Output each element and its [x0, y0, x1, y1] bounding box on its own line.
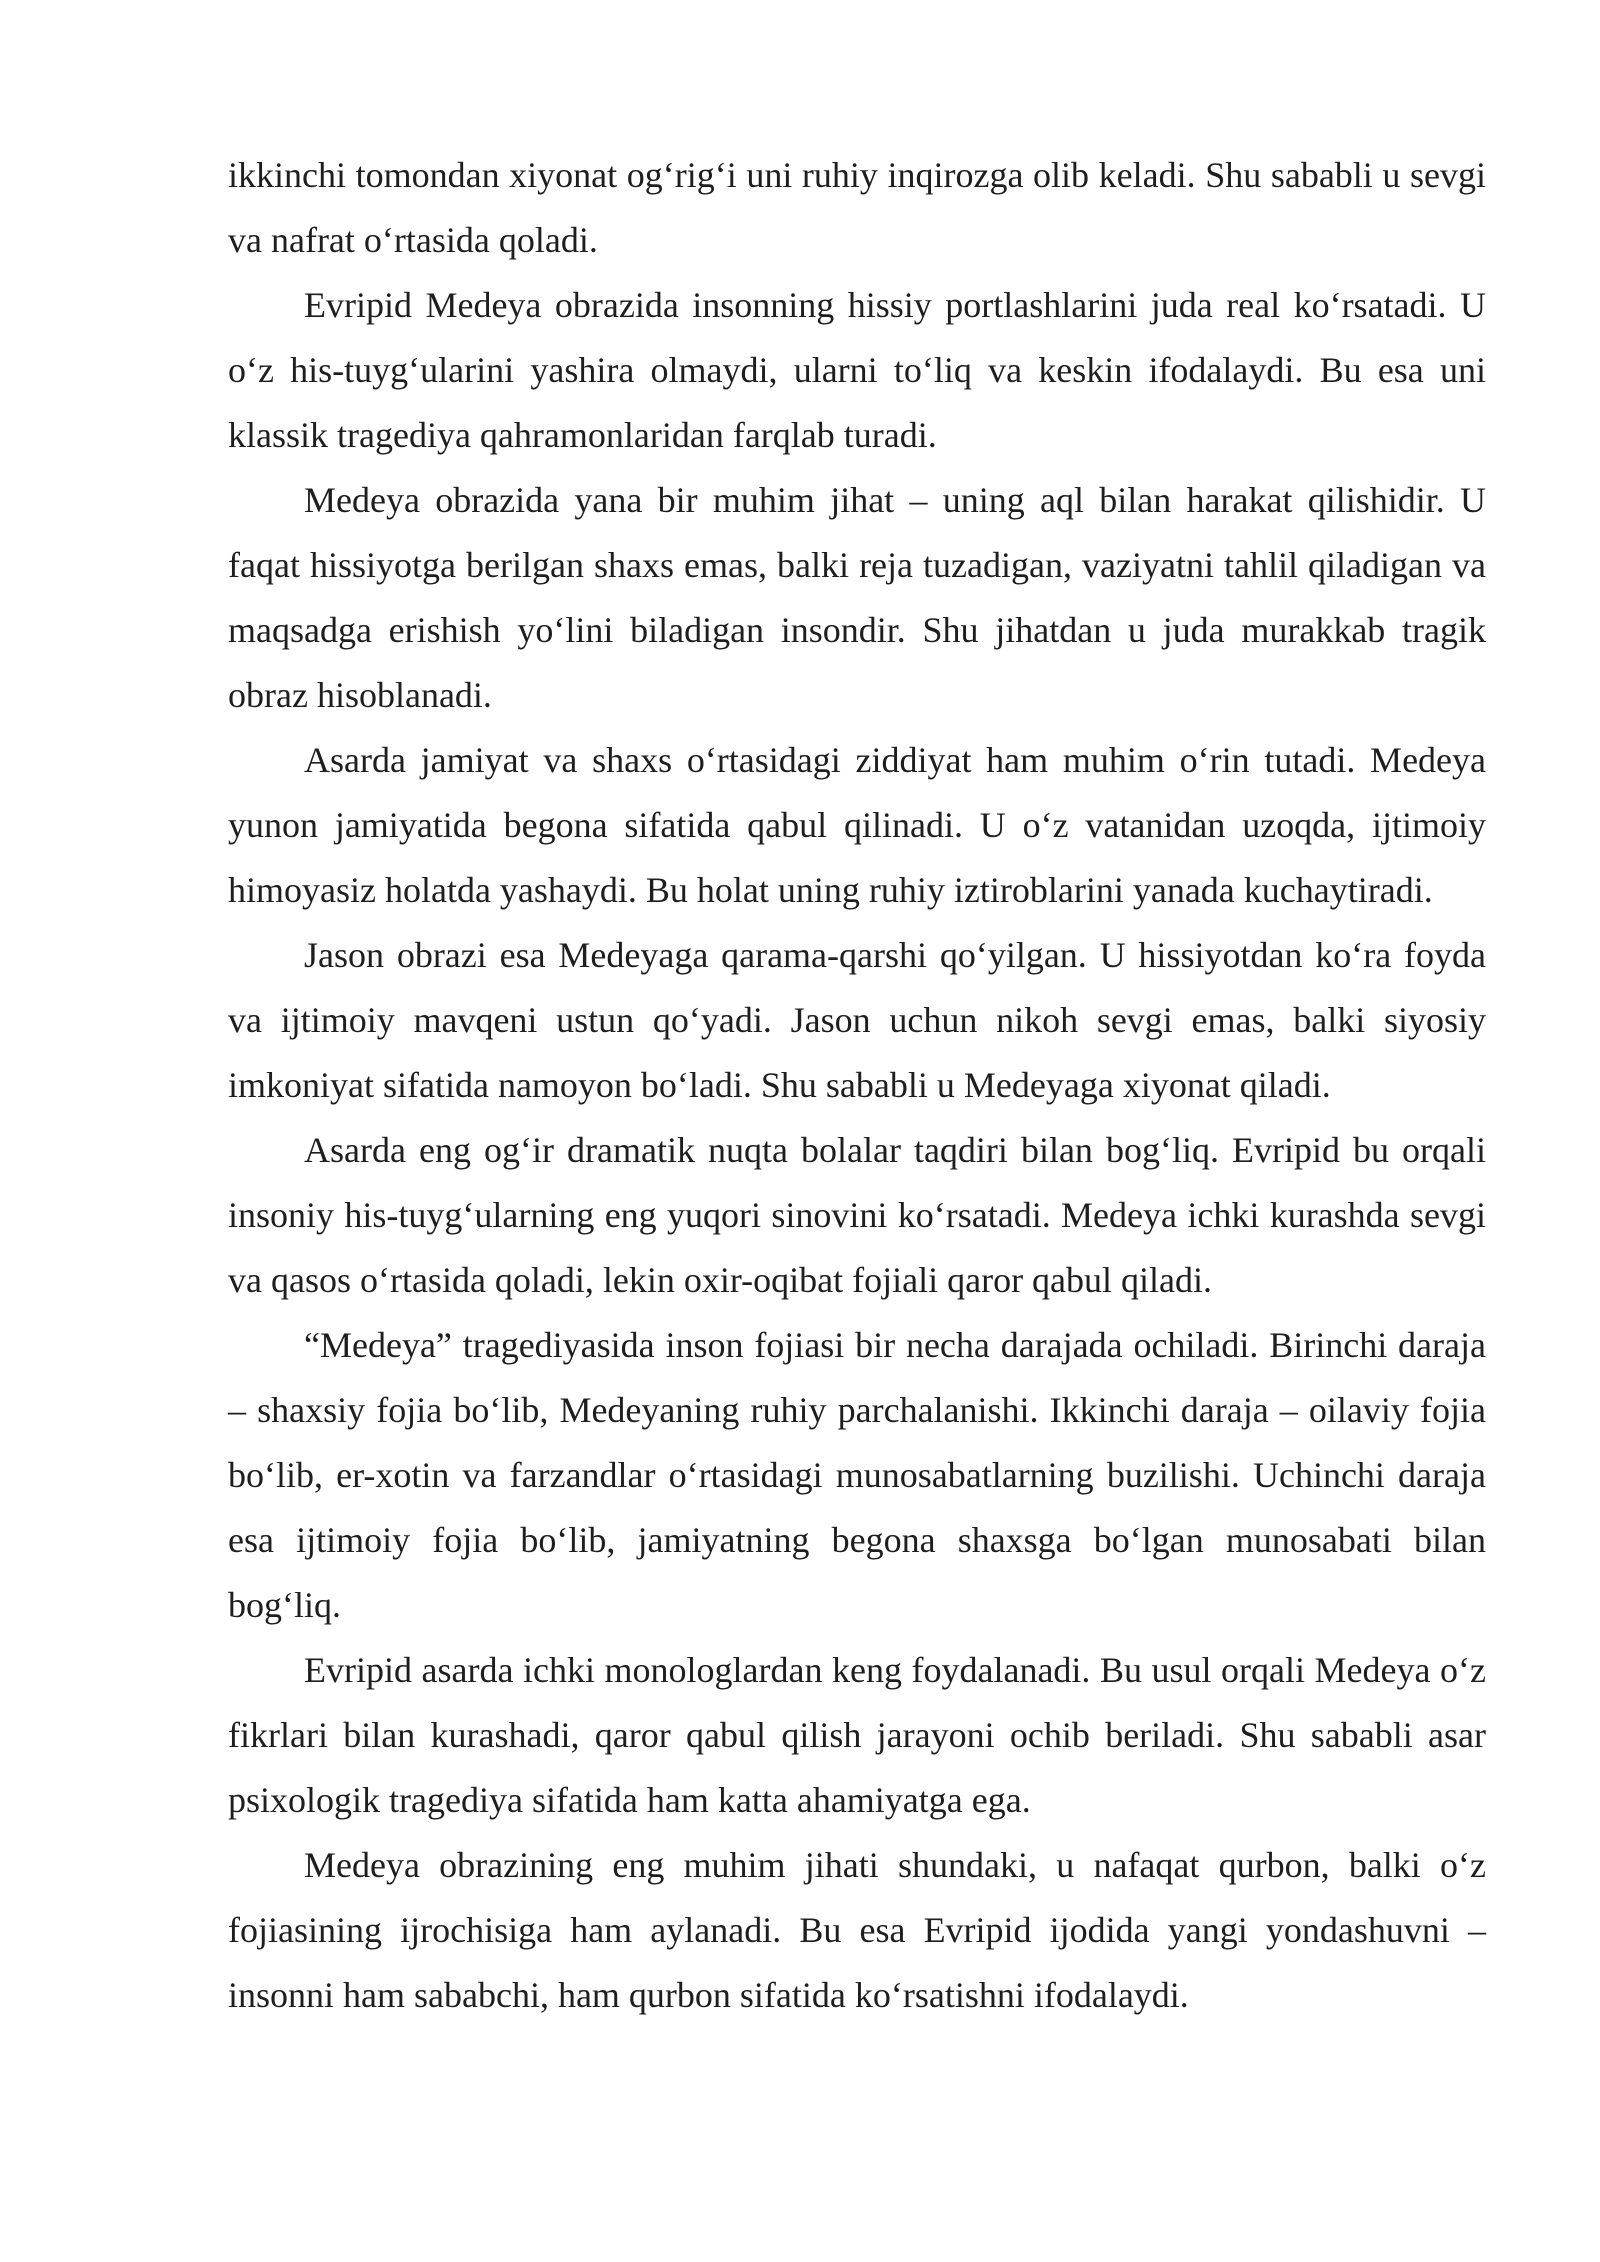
- paragraph: “Medeya” tragediyasida inson fojiasi bir necha darajada ochiladi. Birinchi daraja – shaxsiy fojia bo‘lib, Medeyaning ruhiy parchalanishi. Ikkinchi daraja – oilaviy fojia bo‘lib, er-xotin va farzandlar o‘rtasidagi munosabatlarning buzilishi. Uchinchi daraja esa ijtimoiy fojia bo‘lib, jamiyatning begona shaxsga bo‘lgan munosabati bilan bog‘liq.: [228, 1325, 1486, 1625]
- paragraph-continuation: ikkinchi tomondan xiyonat og‘rig‘i uni ruhiy inqirozga olib keladi. Shu sababli u sevgi va nafrat o‘rtasida qoladi.: [228, 155, 1486, 260]
- paragraph: Asarda eng og‘ir dramatik nuqta bolalar taqdiri bilan bog‘liq. Evripid bu orqali insoniy his-tuyg‘ularning eng yuqori sinovini ko‘rsatadi. Medeya ichki kurashda sevgi va qasos o‘rtasida qoladi, lekin oxir-oqibat fojiali qaror qabul qiladi.: [228, 1130, 1486, 1300]
- document-body: [228, 143, 1486, 2028]
- paragraph: Medeya obrazining eng muhim jihati shundaki, u nafaqat qurbon, balki o‘z fojiasining ijrochisiga ham aylanadi. Bu esa Evripid ijodida yangi yondashuvni – insonni ham sababchi, ham qurbon sifatida ko‘rsatishni ifodalaydi.: [228, 1845, 1486, 2015]
- paragraph: Evripid asarda ichki monologlardan keng foydalanadi. Bu usul orqali Medeya o‘z fikrlari bilan kurashadi, qaror qabul qilish jarayoni ochib beriladi. Shu sababli asar psixologik tragediya sifatida ham katta ahamiyatga ega.: [228, 1650, 1486, 1820]
- paragraph: Asarda jamiyat va shaxs o‘rtasidagi ziddiyat ham muhim o‘rin tutadi. Medeya yunon jamiyatida begona sifatida qabul qilinadi. U o‘z vatanidan uzoqda, ijtimoiy himoyasiz holatda yashaydi. Bu holat uning ruhiy iztiroblarini yanada kuchaytiradi.: [228, 740, 1486, 910]
- paragraph: Evripid Medeya obrazida insonning hissiy portlashlarini juda real ko‘rsatadi. U o‘z his-tuyg‘ularini yashira olmaydi, ularni to‘liq va keskin ifodalaydi. Bu esa uni klassik tragediya qahramonlaridan farqlab turadi.: [228, 285, 1486, 455]
- paragraph: Medeya obrazida yana bir muhim jihat – uning aql bilan harakat qilishidir. U faqat hissiyotga berilgan shaxs emas, balki reja tuzadigan, vaziyatni tahlil qiladigan va maqsadga erishish yo‘lini biladigan insondir. Shu jihatdan u juda murakkab tragik obraz hisoblanadi.: [228, 480, 1486, 715]
- paragraph: Jason obrazi esa Medeyaga qarama-qarshi qo‘yilgan. U hissiyotdan ko‘ra foyda va ijtimoiy mavqeni ustun qo‘yadi. Jason uchun nikoh sevgi emas, balki siyosiy imkoniyat sifatida namoyon bo‘ladi. Shu sababli u Medeyaga xiyonat qiladi.: [228, 935, 1486, 1105]
